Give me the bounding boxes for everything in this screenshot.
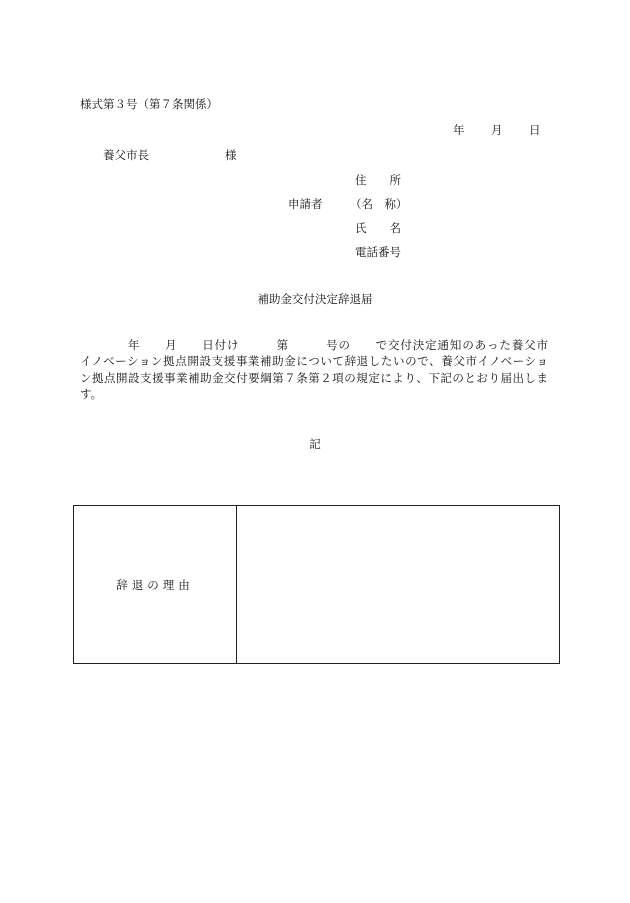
- body-line-4: す。: [80, 387, 103, 401]
- reason-field[interactable]: [237, 506, 560, 664]
- date-month: 月: [491, 123, 503, 137]
- ki-heading: 記: [309, 437, 321, 451]
- date-year: 年: [453, 123, 465, 137]
- applicant-address-label: 住 所: [355, 173, 401, 187]
- body-line-3: ン拠点開設支援事業補助金交付要綱第７条第２項の規定により、下記のとおり届出しま: [80, 371, 548, 385]
- date-day: 日: [529, 123, 541, 137]
- reason-label: 辞退の理由: [74, 506, 237, 664]
- applicant-label: 申請者: [288, 197, 323, 211]
- body-line-2: イノベーション拠点開設支援事業補助金について辞退したいので、養父市イノベーショ: [80, 354, 548, 368]
- addressee-honorific: 様: [225, 148, 237, 162]
- applicant-name-label: 氏 名: [355, 221, 401, 235]
- addressee-name: 養父市長: [103, 148, 149, 162]
- document-title: 補助金交付決定辞退届: [257, 292, 373, 306]
- reason-table: [73, 505, 560, 664]
- body-line-1: 年 月 日付け 第 号の で交付決定通知のあった養父市: [128, 338, 548, 352]
- form-number: 様式第３号（第７条関係）: [80, 97, 218, 111]
- applicant-phone-label: 電話番号: [355, 245, 401, 259]
- applicant-org-name-label: （名 称）: [350, 197, 408, 211]
